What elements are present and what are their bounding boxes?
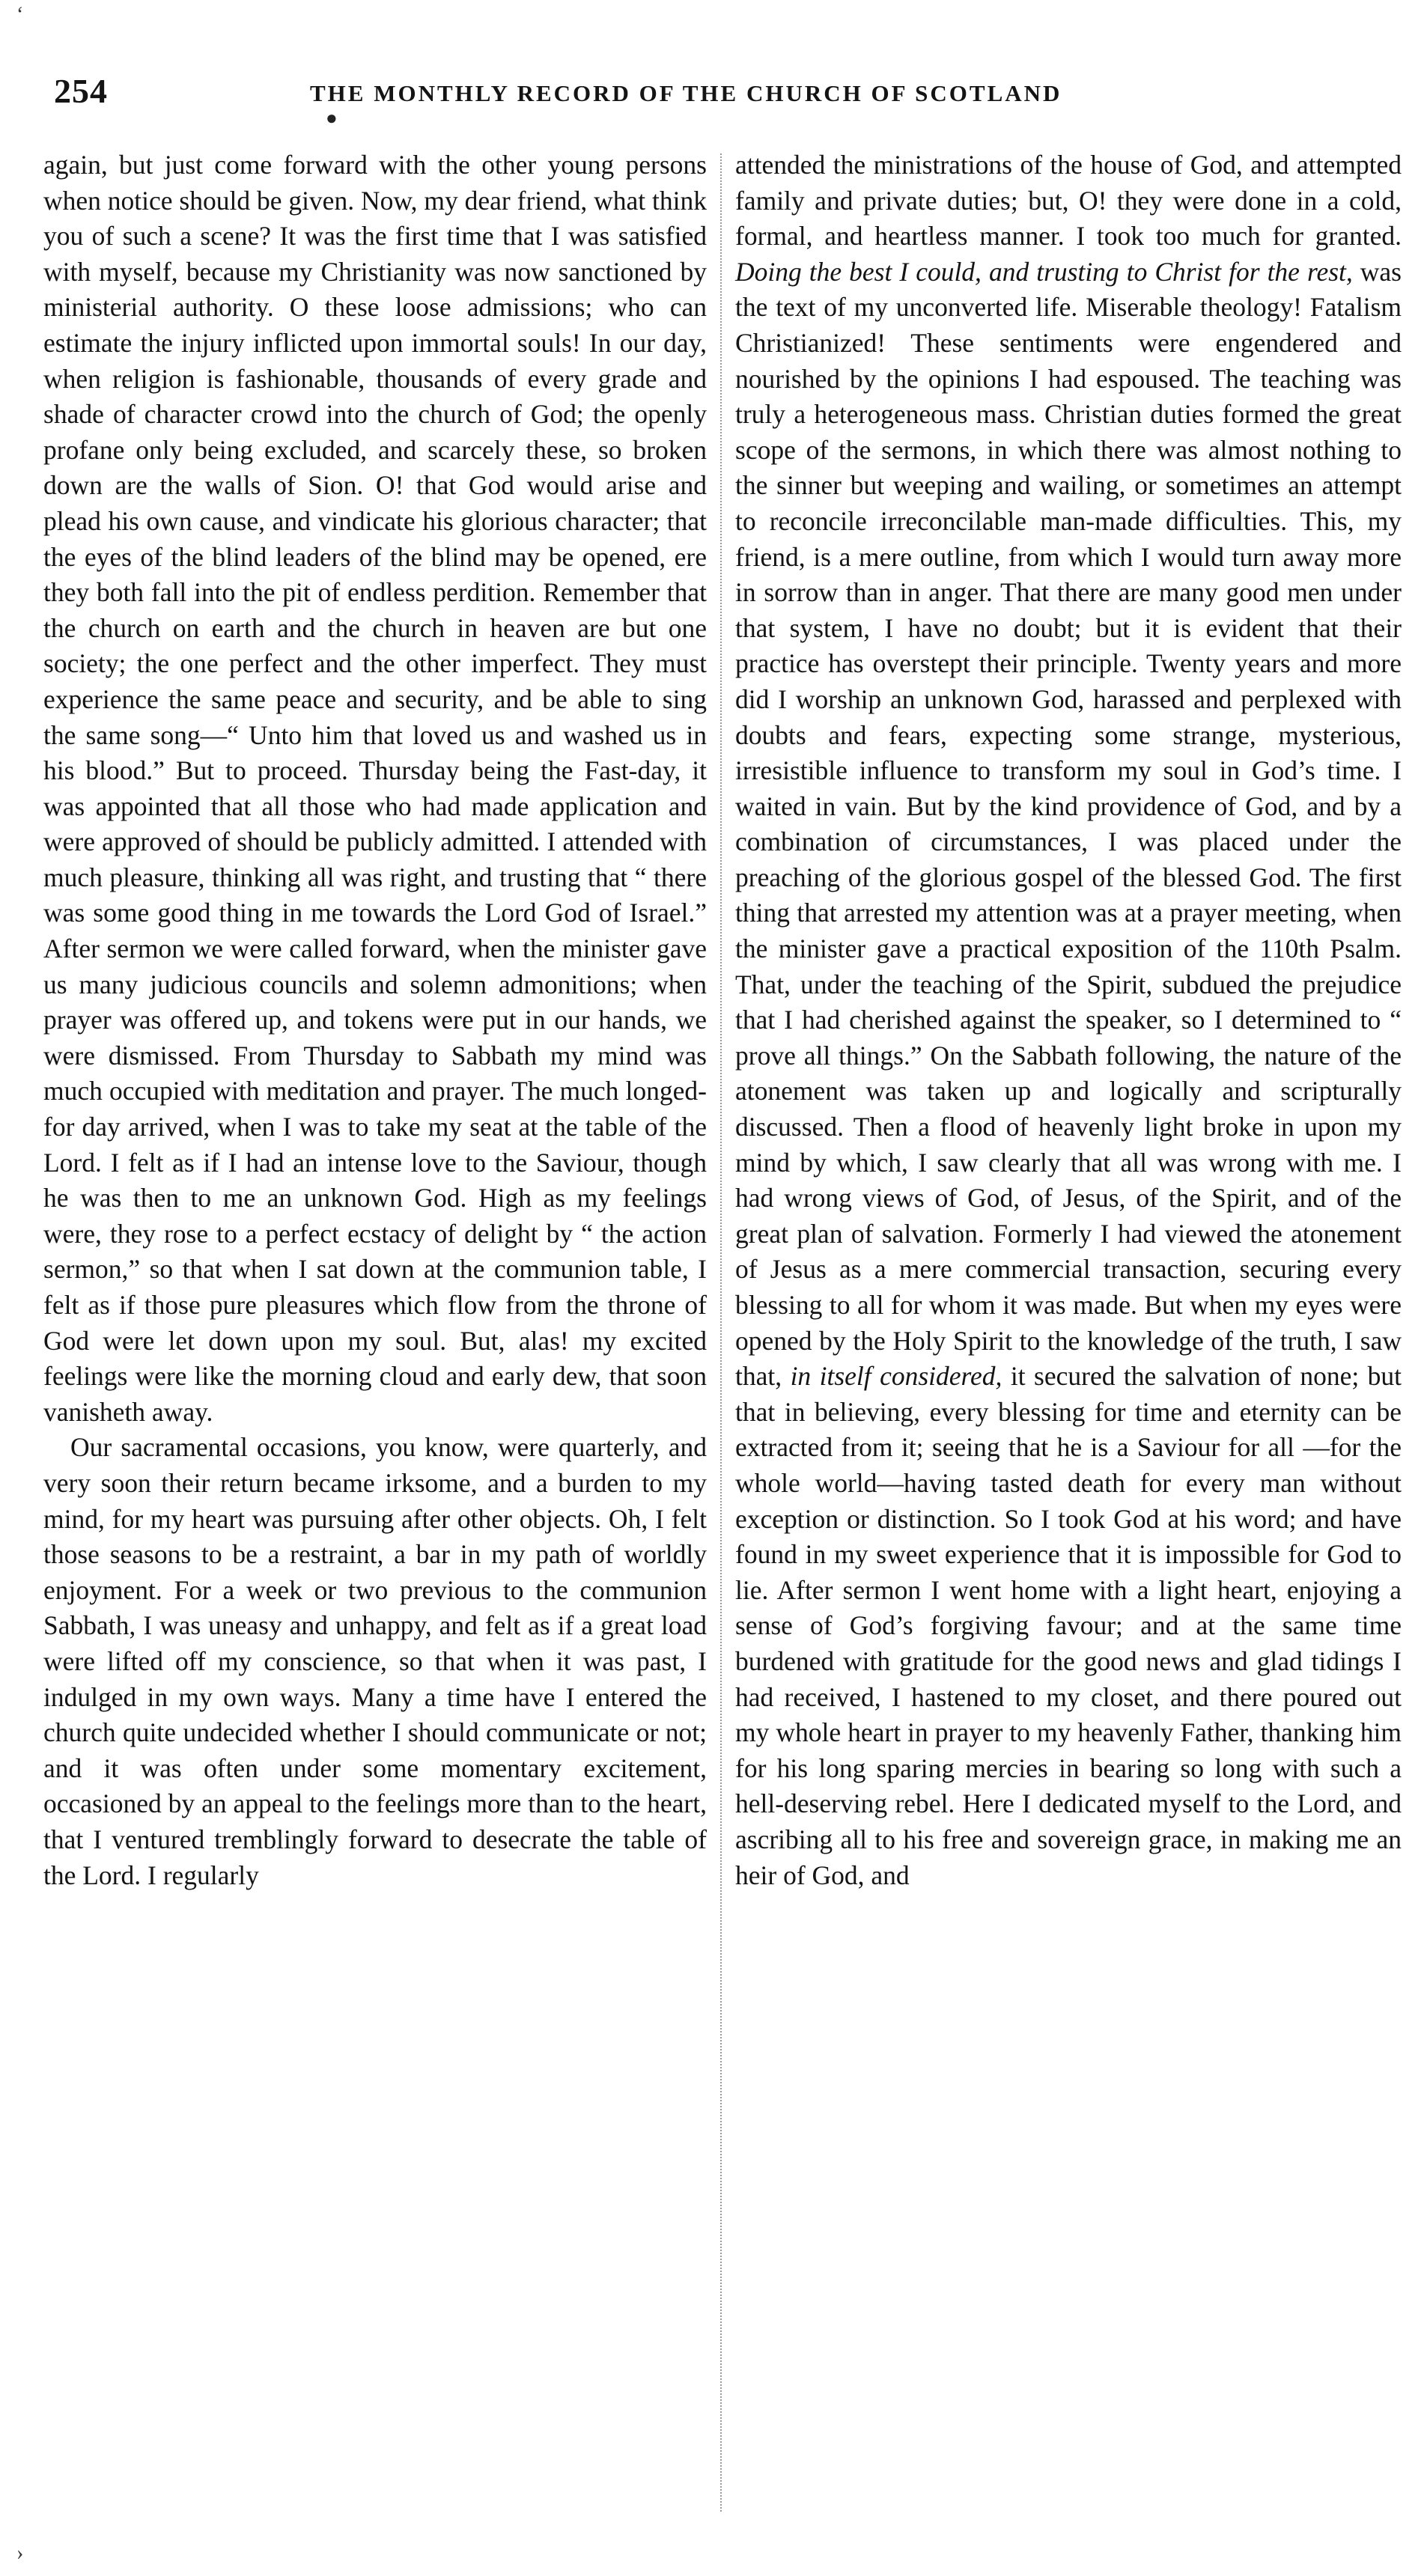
scan-mark-top: ‘ [16, 3, 24, 26]
ink-dot: ● [326, 107, 338, 129]
left-paragraph-2: Our sacramental occasions, you know, were quarterly, and very soon their return became irksome, and a burden to my mind, for my heart was pursuing after other objects. Oh, I felt those seasons to be a restraint, a bar in my path of worldly enjoyment. For a week or two previous to the communion Sabbath, I was uneasy and unhappy, and felt as if a great load were lifted off my conscience, so that when it was past, I indulged in my own ways. Many a time have I entered the church quite undecided whether I should communicate or not; and it was often under some momentary excitement, occasioned by an appeal to the feelings more than to the heart, that I ventured tremblingly forward to desecrate the table of the Lord. I regularly [43, 1432, 707, 1890]
right-text-part-1: attended the ministrations of the house of God, and attempted family and private duties; but, O! they were done in a cold, formal, and heartless manner. I took too much for granted. [735, 150, 1402, 252]
page-number: 254 [54, 72, 108, 110]
right-text-part-2: was the text of my unconverted life. Miserable theology! Fatalism Christianized! These sentiments were engendered and nourished by the opinions I had espoused. The teaching was truly a heterogeneous mass. Christian duties formed the great scope of the sermons, in which there was almost nothing to the sinner but weeping and wailing, or sometimes an attempt to reconcile irreconcilable man-made difficulties. This, my friend, is a mere outline, from which I would turn away more in sorrow than in anger. That there are many good men under that system, I have no doubt; but it is evident that their practice has overstept their principle. Twenty years and more did I worship an unknown God, harassed and perplexed with doubts and fears, expecting some strange, mysterious, irresistible influence to transform my soul in God’s time. I waited in vain. But by the kind providence of God, and by a combination of circumstances, I was placed under the preaching of the glorious gospel of the blessed God. The first thing that arrested my attention was at a prayer meeting, when the minister gave a practical exposition of the 110th Psalm. That, under the teaching of the Spirit, subdued the prejudice that I had cherished against the speaker, so I determined to “ prove all things.” On the Sabbath following, the nature of the atonement was taken up and logically and scripturally discussed. Then a flood of heavenly light broke in upon my mind by which, I saw clearly that all was wrong with me. I had wrong views of God, of Jesus, of the Spirit, and of the great plan of salvation. Formerly I had viewed the atonement of Jesus as a mere commercial transaction, securing every blessing to all for whom it was made. But when my eyes were opened by the Holy Spirit to the knowledge of the truth, I saw that, [735, 256, 1402, 1392]
right-column [735, 147, 1402, 1893]
column-divider [720, 153, 722, 2512]
left-column [43, 147, 707, 1893]
right-italic-phrase-1: Doing the best I could, and trusting to Christ for the rest, [735, 256, 1353, 287]
scan-mark-bottom: › [16, 2542, 24, 2565]
running-title: THE MONTHLY RECORD OF THE CHURCH OF SCOTLAND [310, 80, 1062, 106]
right-italic-phrase-2: in itself considered, [790, 1361, 1002, 1392]
left-paragraph-1: again, but just come forward with the other young persons when notice should be given. Now, my dear friend, what think you of such a scene? It was the first time that I was satisfied with myself, because my Christianity was now sanctioned by ministerial authority. O these loose admissions; who can estimate the injury inflicted upon immortal souls! In our day, when religion is fashionable, thousands of every grade and shade of character crowd into the church of God; the openly profane only being excluded, and scarcely these, so broken down are the walls of Sion. O! that God would arise and plead his own cause, and vindicate his glorious character; that the eyes of the blind leaders of the blind may be opened, ere they both fall into the pit of endless perdition. Remember that the church on earth and the church in heaven are but one society; the one perfect and the other imperfect. They must experience the same peace and security, and be able to sing the same song—“ Unto him that loved us and washed us in his blood.” But to proceed. Thursday being the Fast-day, it was appointed that all those who had made application and were approved of should be publicly admitted. I attended with much pleasure, thinking all was right, and trusting that “ there was some good thing in me towards the Lord God of Israel.” After sermon we were called forward, when the minister gave us many judicious councils and solemn admonitions; when prayer was offered up, and tokens were put in our hands, we were dismissed. From Thursday to Sabbath my mind was much occupied with meditation and prayer. The much longed-for day arrived, when I was to take my seat at the table of the Lord. I felt as if I had an intense love to the Saviour, though he was then to me an unknown God. High as my feelings were, they rose to a perfect ecstacy of delight by “ the action sermon,” so that when I sat down at the communion table, I felt as if those pure pleasures which flow from the throne of God were let down upon my soul. But, alas! my excited feelings were like the morning cloud and early dew, that soon vanisheth away. [43, 150, 707, 1427]
right-text-part-3: it secured the salvation of none; but that in believing, every blessing for time and eternity can be extracted from it; seeing that he is a Saviour for all —for the whole world—having tasted death for every man without exception or distinction. So I took God at his word; and have found in my sweet experience that it is impossible for God to lie. After sermon I went home with a light heart, enjoying a sense of God’s forgiving favour; and at the same time burdened with gratitude for the good news and glad tidings I had received, I hastened to my closet, and there poured out my whole heart in prayer to my heavenly Father, thanking him for his long sparing mercies in bearing so long with such a hell-deserving rebel. Here I dedicated myself to the Lord, and ascribing all to his free and sovereign grace, in making me an heir of God, and [735, 1361, 1402, 1890]
right-paragraph [735, 147, 1402, 1893]
page-header [33, 71, 1396, 124]
